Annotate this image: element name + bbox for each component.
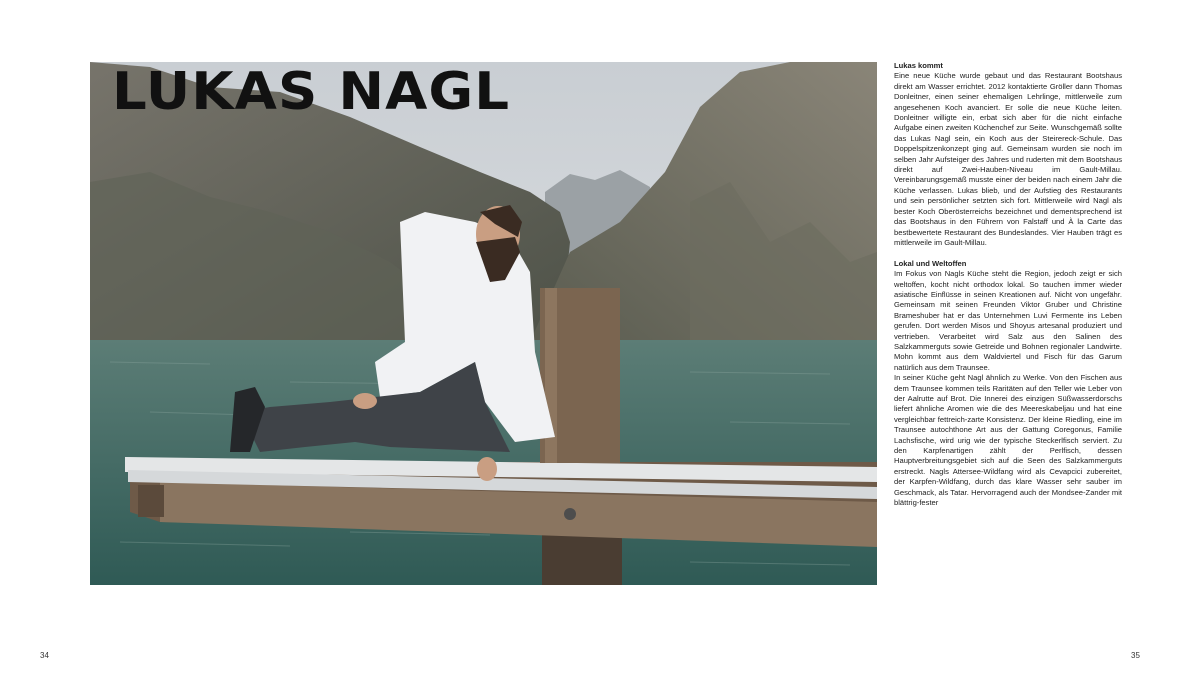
section-heading-lokal-und-weltoffen: Lokal und Weltoffen xyxy=(894,258,967,268)
section-body-lukas-kommt: Eine neue Küche wurde gebaut und das Restaurant Bootshaus direkt am Wasser errichtet. 2012 kontaktierte Gröller dann Thomas Donleitner, einen seiner ehemaligen Lehrlinge, mittlerweile zum angesehenen Koch avanciert. Er solle die neue Küche leiten. Donleitner willigte ein, erbat sich aber für die nicht einfache Aufgabe einen zweiten Küchenchef zur Seite. Wunschgemäß sollte das Lukas Nagl sein, ein Koch aus der Steirereck-Schule. Das Doppelspitzenkonzept ging auf. Gemeinsam wurden sie noch im selben Jahr Aufsteiger des Jahres und ruderten mit dem Bootshaus direkt auf Zwei-Hauben-Niveau im Gault-Millau. Vereinbarungsgemäß musste einer der beiden nach einem Jahr die Küche verlassen. Lukas blieb, und der Aufstieg des Restaurants und sein persönlicher setzten sich fort. Mittlerweile wird Nagl als bester Koch Oberösterreichs bezeichnet und dementsprechend ist das Bootshaus in den Führern von Falstaff und À la Carte das bestbewertete Restaurant des Bundeslandes. Vier Hauben trägt es mittlerweile im Gault-Millau. xyxy=(894,71,1122,247)
section-body-lokal-paragraph-2: In seiner Küche geht Nagl ähnlich zu Werke. Von den Fischen aus dem Traunsee kommen teils Raritäten auf den Teller wie Leber von der Aalrutte auf Brot. Die Innerei des einzigen Süßwasserdorschs liefert ähnliche Aromen wie die des Meereskabeljau und hat eine vergleichbar fettreich-zarte Konsistenz. Der kleine Riedling, eine im Traunsee autochthone Art aus der Gattung Coregonus, Familie Lachsfische, wird urig wie der typische Steckerlfisch serviert. Zu den Karpfenartigen zählt der Perlfisch, dessen Hauptverbreitungsgebiet sich auf die Seen des Salzkammerguts erstreckt. Nagls Attersee-Wildfang wird als Cevapcici zubereitet, der Karpfen-Wildfang, durch das klare Wasser sehr sauber im Geschmack, als Tatar. Hervorragend auch der Mondsee-Zander mit blättrig-fester xyxy=(894,373,1122,508)
section-heading-lukas-kommt: Lukas kommt xyxy=(894,61,943,70)
headline: LUKAS NAGL xyxy=(112,62,511,122)
page-number-left: 34 xyxy=(40,651,49,660)
photo-chef-on-pier xyxy=(90,62,877,585)
lake-scene-illustration xyxy=(90,62,877,585)
paragraph-spacer xyxy=(894,248,1122,258)
article-column xyxy=(894,61,1122,508)
page-number-right: 35 xyxy=(1131,651,1140,660)
section-body-lokal-paragraph-1: Im Fokus von Nagls Küche steht die Region, jedoch zeigt er sich weltoffen, kocht nicht orthodox lokal. So tauchen immer wieder asiatische Einflüsse in seinen Kreationen auf. Nicht von ungefähr. Gemeinsam mit seinen Freunden Viktor Gruber und Christine Brameshuber hat er das Unternehmen Luvi Fermente ins Leben gerufen. Dort werden Misos und Shoyus artesanal produziert und vertrieben. Verarbeitet wird Salz aus den Salinen des Salzkammerguts sowie Getreide und Bohnen regionaler Landwirte. Mohn kommt aus dem Waldviertel und Fisch für das Garum natürlich aus dem Traunsee. xyxy=(894,269,1122,372)
